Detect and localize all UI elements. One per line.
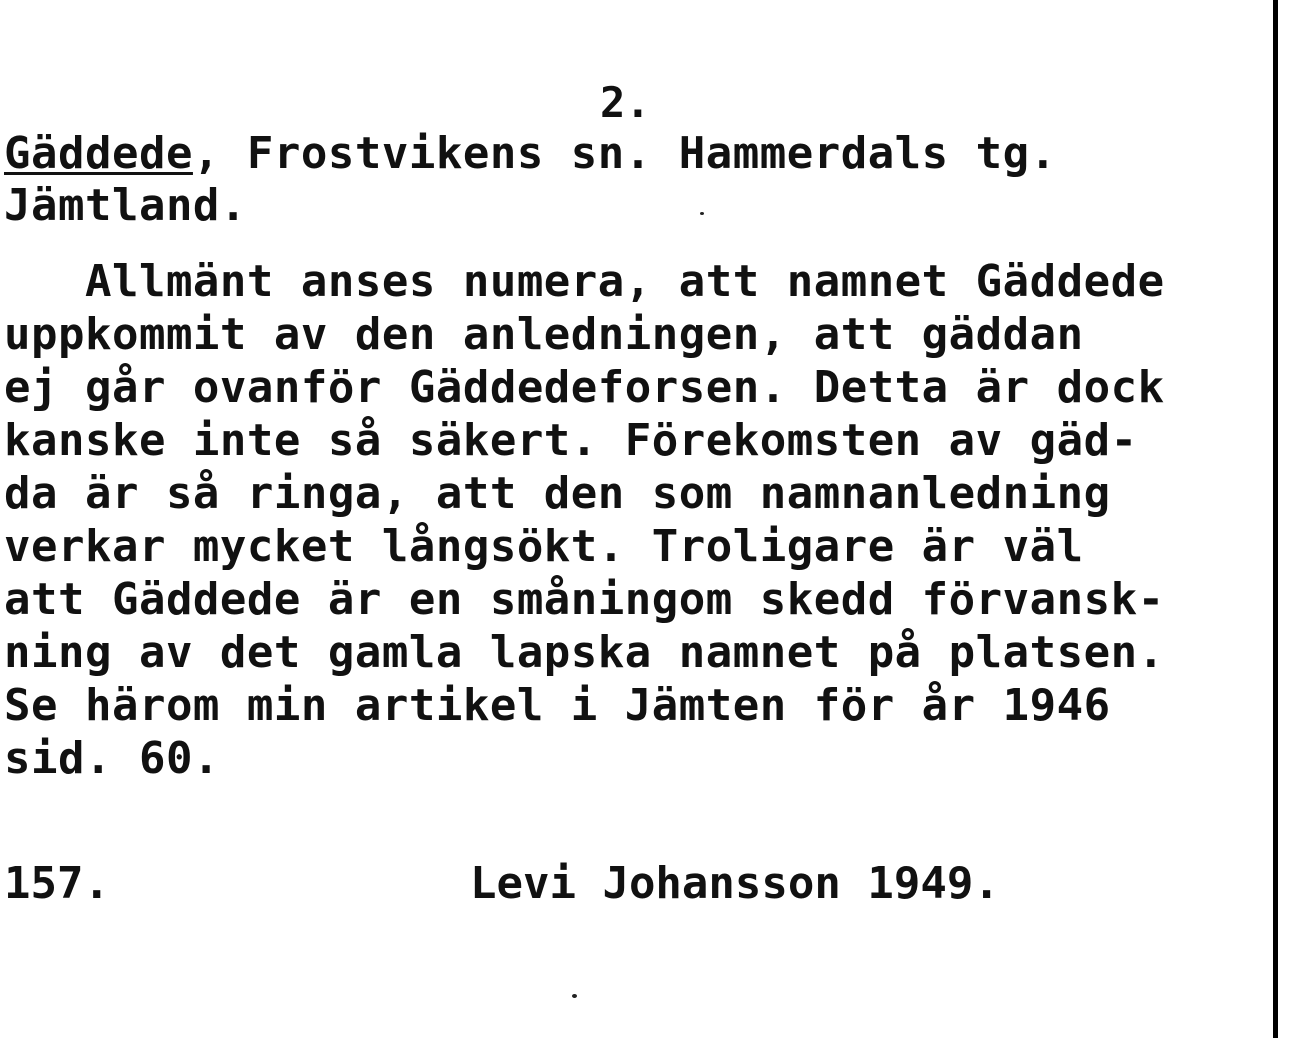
right-edge-rule xyxy=(1273,0,1278,1038)
page-number: 2. xyxy=(600,78,651,127)
archive-number: 157. xyxy=(4,858,110,909)
header-line-2 xyxy=(4,180,247,231)
body-line: kanske inte så säkert. Förekomsten av gäd- xyxy=(4,415,1138,466)
body-line: Allmänt anses numera, att namnet Gäddede xyxy=(4,256,1165,307)
header-line-1 xyxy=(4,128,1057,179)
body-line: ning av det gamla lapska namnet på platsen. xyxy=(4,627,1165,678)
province: Jämtland. xyxy=(4,180,247,231)
place-name: Gäddede xyxy=(4,128,193,179)
body-line: att Gäddede är en småningom skedd förvansk- xyxy=(4,574,1165,625)
body-line: uppkommit av den anledningen, att gäddan xyxy=(4,309,1084,360)
signature-line: Levi Johansson 1949. xyxy=(470,858,1000,909)
scan-speck xyxy=(572,994,577,998)
body-line: Se härom min artikel i Jämten för år 1946 xyxy=(4,680,1111,731)
body-line: da är så ringa, att den som namnanledning xyxy=(4,468,1111,519)
body-line: sid. 60. xyxy=(4,733,220,784)
body-line: verkar mycket långsökt. Troligare är väl xyxy=(4,521,1084,572)
body-line: ej går ovanför Gäddedeforsen. Detta är dock xyxy=(4,362,1165,413)
parish-district: , Frostvikens sn. Hammerdals tg. xyxy=(192,128,1057,179)
scan-speck xyxy=(700,212,704,215)
